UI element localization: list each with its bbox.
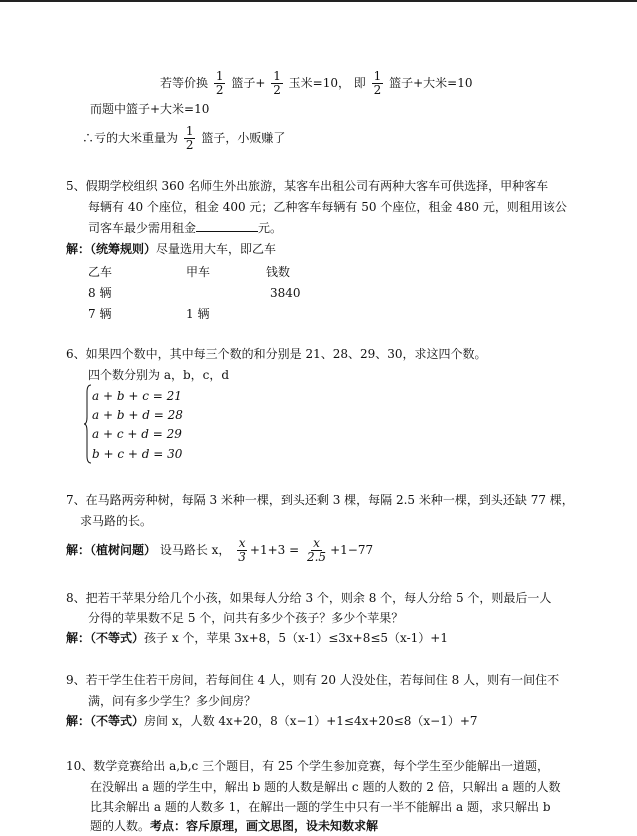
- q5-line-2: 每辆有 40 个座位，租金 400 元；乙种客车每辆有 50 个座位，租金 480 元，则租用该公: [88, 200, 567, 214]
- answer-blank: [196, 220, 258, 232]
- q8-line-1: 8、把若干苹果分给几个小孩，如果每人分给 3 个，则余 8 个，每人分给 5 个，则最后一人: [66, 591, 552, 605]
- fraction: $\frac{x}{2.5}$: [306, 536, 327, 564]
- q5-line-3: 司客车最少需用租金 元。: [88, 221, 283, 235]
- q5-solution: 解：（统筹规则）尽量选用大车，即乙车: [66, 242, 277, 256]
- q6-line-2: 四个数分别为 a，b，c，d: [88, 368, 230, 382]
- q5-row1-col3: 3840: [270, 286, 301, 300]
- fraction: $\frac{1}{2}$: [185, 124, 194, 152]
- q5-header-col1: 乙车: [88, 265, 113, 279]
- equation-1: a + b + c = 21: [92, 389, 182, 403]
- intro-line-3: ∴亏的大米重量为 $\frac{1}{2}$ 篮子，小贩赚了: [82, 124, 286, 152]
- q9-line-1: 9、若干学生住若干房间，若每间住 4 人，则有 20 人没处住，若每间住 8 人，则有一间住不: [66, 673, 560, 687]
- intro-line-1: 若等价换 $\frac{1}{2}$ 篮子+ $\frac{1}{2}$ 玉米=10， 即 $\frac{1}{2}$ 篮子+大米=10: [160, 69, 473, 97]
- left-brace: [84, 384, 92, 464]
- q10-line-1: 10、数学竞赛给出 a,b,c 三个题目，有 25 个学生参加竞赛，每个学生至少能解出一道题，: [66, 759, 549, 773]
- q7-line-1: 7、在马路两旁种树，每隔 3 米种一棵，到头还剩 3 棵，每隔 2.5 米种一棵，到头还缺 77 棵，: [66, 493, 574, 507]
- q8-line-2: 分得的苹果数不足 5 个，问共有多少个孩子？多少个苹果？: [88, 611, 404, 625]
- q7-line-2: 求马路的长。: [80, 514, 153, 528]
- q8-solution: 解：（不等式）孩子 x 个，苹果 3x+8，5（x-1）≤3x+8≤5（x-1）+1: [66, 631, 448, 645]
- q7-solution: 解：（植树问题） 设马路长 x， $\frac{x}{3}$ +1+3 = $\frac{x}{2.5}$ +1−77: [66, 536, 374, 564]
- fraction: $\frac{1}{2}$: [215, 69, 224, 97]
- q5-line-1: 5、假期学校组织 360 名师生外出旅游，某客车出租公司有两种大客车可供选择，甲种客车: [66, 179, 549, 193]
- fraction: $\frac{1}{2}$: [273, 69, 281, 97]
- q10-line-3: 比其余解出 a 题的人数多 1，在解出一题的学生中只有一半不能解出 a 题，求只解出 b: [90, 800, 551, 814]
- equation-3: a + c + d = 29: [92, 427, 182, 441]
- q9-solution: 解：（不等式）房间 x，人数 4x+20，8（x−1）+1≤4x+20≤8（x−1）+7: [66, 714, 478, 728]
- intro-line-2: 而题中篮子+大米=10: [90, 102, 210, 116]
- equation-2: a + b + d = 28: [92, 408, 183, 422]
- fraction: $\frac{x}{3}$: [238, 536, 246, 564]
- q10-line-2: 在没解出 a 题的学生中，解出 b 题的人数是解出 c 题的人数的 2 倍，只解出 a 题的人数: [90, 780, 561, 794]
- q5-header-col3: 钱数: [266, 265, 291, 279]
- q5-header-col2: 甲车: [186, 265, 211, 279]
- fraction: $\frac{1}{2}$: [373, 69, 382, 97]
- page-top-border: [0, 0, 637, 2]
- q5-row2-col2: 1 辆: [186, 307, 210, 321]
- q10-line-4: 题的人数。考点：容斥原理，画文思图，设未知数求解: [90, 819, 379, 833]
- q5-row1-col1: 8 辆: [88, 286, 112, 300]
- equation-4: b + c + d = 30: [92, 447, 183, 461]
- q6-line-1: 6、如果四个数中，其中每三个数的和分别是 21、28、29、30，求这四个数。: [66, 347, 487, 361]
- q9-line-2: 满，问有多少学生？多少间房？: [88, 694, 257, 708]
- q5-row2-col1: 7 辆: [88, 307, 112, 321]
